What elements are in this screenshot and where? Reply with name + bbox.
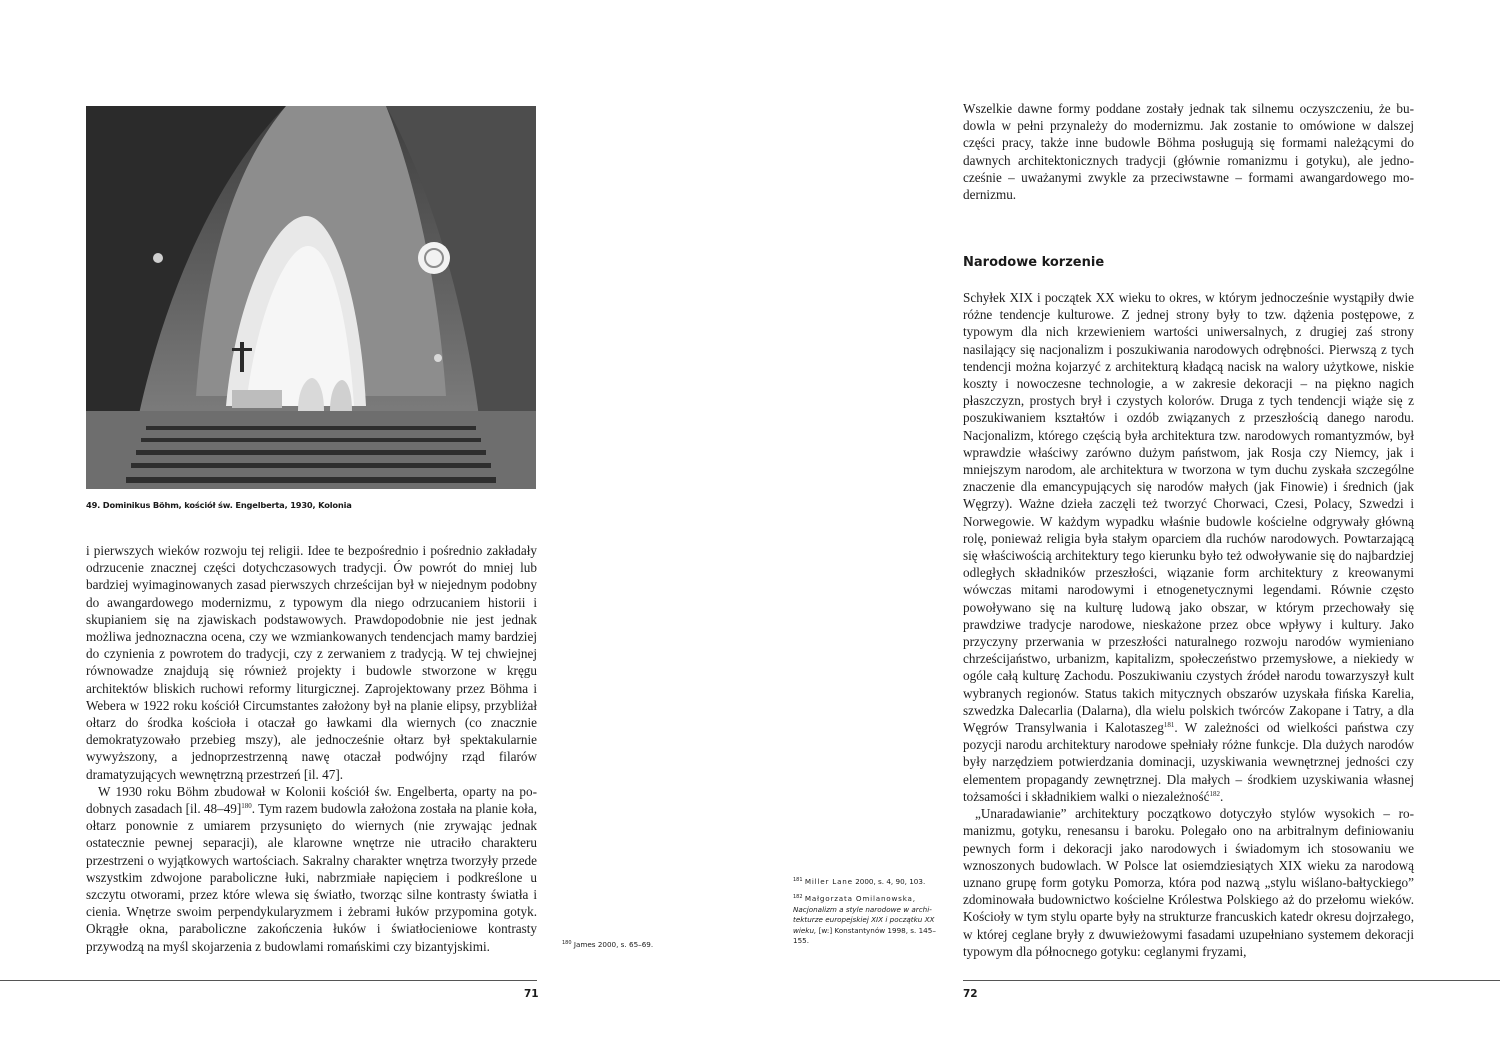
footnote-182: [793, 894, 943, 947]
footnote-number: 180: [562, 940, 572, 946]
paragraph: i pierwszych wieków rozwoju tej religii. Idee te bezpośrednio i pośrednio zakładały odrzucenie znacznej części dotychczasowych tradycji. Ów powrót do mniej lub bardziej wyimaginowanych zasad pierwszych chrześcijan był w niejednym podobny do awangardowego modernizmu, z typowym dla niego odrzucaniem historii i skupianiem się na zjawiskach podstawowych. Prawdopodobnie nie jest jednak możliwa jednoznaczna ocena, czy we wzmiankowanych tendencjach mamy bardziej do czynienia z powrotem do tradycji, czy z zerwaniem z tradycją. W tej chwiejnej równowadze znajdują się również projekty i budowle stworzone w kręgu architektów bliskich ruchowi reformy liturgicznej. Zaprojektowany przez Böhma i Webera w 1922 roku kościół Circumstantes założony był na planie elipsy, przybliżał ołtarz do środka kościoła i otaczał go ławkami dla wiernych (co znacznie demokratyzowało przebieg mszy), ale jednocześnie ołtarz był spektakularnie wywyższony, a jednoprzestrzenną nawę otaczał podwójny rząd filarów dramatyzujących wewnętrzną przestrzeń [il. 47].: [86, 543, 537, 782]
left-text-column: [86, 542, 537, 955]
section-heading: Narodowe korzenie: [963, 255, 1105, 270]
footnote-text: [w:] Konstantynów 1998, s. 145–155.: [793, 925, 936, 945]
footnote-ref-181[interactable]: 181: [1163, 721, 1175, 730]
paragraph: [86, 783, 537, 955]
paragraph-text: . W zależności od wielkości państwa czy pozycji narodu architektury narodowe spełniały różne funkcje. Dla dużych narodów były narzędziem potwierdzania dominacji, uzyskiwania wewnętrznej jedności czy elementem propagandy zewnętrznej. Dla małych – środkiem uzyskiwania własnej tożsamości i składnikiem walki o niezależność: [963, 720, 1414, 804]
footnote-title: Nacjonalizm a style narodowe w architekturze europejskiej XIX i początku XX wieku,: [793, 904, 935, 935]
footnote-text: James 2000, s. 65–69.: [573, 940, 654, 949]
footnote-180: [562, 940, 702, 951]
footer-rule-right: [963, 980, 1500, 981]
footnote-number: 181: [793, 877, 803, 883]
paragraph: [963, 289, 1414, 805]
church-interior-photo: [86, 106, 536, 489]
paragraph: Wszelkie dawne formy poddane zostały jednak tak silnemu oczyszczeniu, że budowla w pełni przynależy do modernizmu. Jak zostanie to omówione w dalszej części pracy, także inne budowle Böhma posługują się formami należącymi do dawnych architektonicznych tradycji (głównie romanizmu i gotyku), ale jednocześnie – uważanymi zwykle za przeciwstawne – formami awangardowego modernizmu.: [963, 101, 1414, 203]
footnote-text: 2000, s. 4, 90, 103.: [855, 877, 926, 886]
paragraph-text: . Tym razem budowla założona została na planie koła, ołtarz ponownie z umiarem przysunięto do wiernych (nie zrywając jednak ostatecznie pewnej separacji), ale klarowne wnętrze nie utraciło charakteru przestrzeni o wyjątkowych wartościach. Sakralny charakter wnętrza tworzyły przede wszystkim zdwojone paraboliczne łuki, nabrzmiałe napięciem i podkreślone u szczytu otworami, przez które wlewa się światło, tworząc silne kontrasty światła i cienia. Wnętrze swoim perpendykularyzmem i żebrami łuków przypomina gotyk. Okrągłe okna, paraboliczne zakończenia łuków i światłocieniowe kontrasty przywodzą na myśl skojarzenia z budowlami romańskimi czy bizantyjskimi.: [86, 801, 537, 954]
right-text-column: [963, 289, 1414, 960]
paragraph-text: W 1930 roku Böhm zbudował w Kolonii kościół św. Engelberta, oparty na podobnych zasadach [il. 48–49]: [86, 783, 537, 817]
footnote-ref-182[interactable]: 182: [1209, 789, 1220, 798]
figure-caption: 49. Dominikus Böhm, kościół św. Engelberta, 1930, Kolonia: [86, 500, 352, 510]
paragraph: „Unaradawianie” architektury początkowo dotyczyło stylów wysokich – romanizmu, gotyku, renesansu i baroku. Polegało ono na arbitralnym definiowaniu pewnych form i dekoracji jako narodowych i świadomym ich stosowaniu we wznoszonych budowlach. W Polsce lat osiemdziesiątych XIX wieku za narodową uznano grupę form gotyku Pomorza, która pod nazwą „stylu wiślano-bałtyckiego” zdominowała budownictwo kościelne Królestwa Polskiego aż do przełomu wieków. Kościoły w tym stylu oparte były na strukturze francuskich katedr okresu dojrzałego, w której ceglane bryły z dwuwieżowymi fasadami uzupełniano systemem dekoracji typowym dla północnego gotyku: ceglanymi fryzami,: [963, 806, 1414, 959]
footnote-author: Miller Lane: [804, 877, 853, 886]
page-number-right: 72: [963, 988, 978, 1000]
footnote-181: [793, 877, 943, 888]
right-top-text: [963, 100, 1414, 203]
footnote-author: Małgorzata Omilanowska,: [804, 894, 916, 903]
footnote-number: 182: [793, 894, 803, 900]
page-number-left: 71: [524, 988, 539, 1000]
footer-rule-left: [0, 980, 537, 981]
paragraph-text: .: [1219, 788, 1224, 804]
footnote-ref-180[interactable]: 180: [241, 802, 252, 811]
paragraph-text: Schyłek XIX i początek XX wieku to okres, w którym jednocześnie wystąpiły dwie różne tendencje kulturowe. Z jednej strony były to tzw. dążenia postępowe, z typowym dla nich krzewieniem wartości uniwersalnych, z drugiej zaś strony nasilający się nacjonalizm i poszukiwania narodowych odrębności. Pierwszą z tych tendencji można kojarzyć z architekturą kładącą nacisk na walory użytkowe, niskie koszty i nowoczesne technologie, a w zakresie dekoracji – na piękno nagich płaszczyzn, prostych brył i czystych kolorów. Druga z tych tendencji wiąże się z poszukiwaniem kształtów i ozdób związanych z przeszłością danego narodu. Nacjonalizm, którego częścią była architektura tzw. narodowych romantyzmów, był wprawdzie właściwy zarówno dużym państwom, jak Rosja czy Niemcy, jak i mniejszym narodom, ale architektura w tworzona w tym duchu zyskała szczególne znaczenie dla emancypujących się narodów małych (jak Finowie) i średnich (jak Węgrzy). Ważne dzieła zaczęli też tworzyć Chorwaci, Czesi, Polacy, Szwedzi i Norwegowie. W każdym wypadku właśnie budowle kościelne odgrywały główną rolę, ponieważ religia była stałym oparciem dla ruchów narodowych. Powtarzającą się właściwością architektury tego kierunku było też odwoływanie się do najbardziej odległych składników przeszłości, wiązanie form architektury z kreowanymi wówczas mitami narodowymi i etnogenetycznymi legendami. Równie często powoływano się na kulturę ludową jako obszar, w którym przechowały się prawdziwe tradycje narodowe, nieskażone przez obce wpływy i kultury. Jako przyczyny przerwania w przeszłości naturalnego rozwoju narodów wymieniano chrześcijaństwo, urbanizm, kapitalizm, społeczeństwo przemysłowe, a niekiedy w ogóle całą kulturę Zachodu. Poszukiwaniu czystych źródeł narodu towarzyszył kult wybranych regionów. Status takich mitycznych obszarów uzyskała fińska Karelia, szwedzka Dalecarlia (Dalarna), dla wielu polskich twórców Zakopane i Tatry, a dla Węgrów Transylwania i Kalotaszeg: [963, 290, 1414, 736]
